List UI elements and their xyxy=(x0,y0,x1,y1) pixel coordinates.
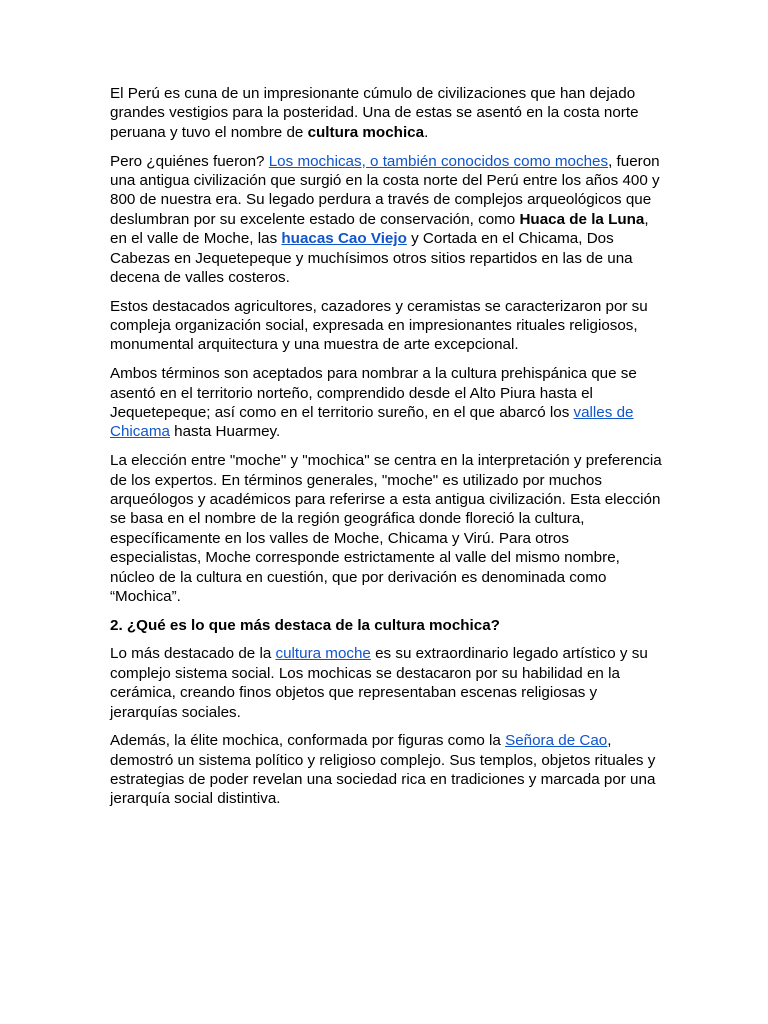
paragraph-text: y Cortada en el Chicama, Dos Cabezas en Jequetepeque y muchísimos otros sitios repartidos en las de una decena de valles costeros. xyxy=(110,230,633,286)
paragraph-text: Ambos términos son aceptados para nombrar a la cultura prehispánica que se asentó en el territorio norteño, comprendido desde el Alto Piura hasta el Jequetepeque; así como en el territorio sureño, en el que abarcó los xyxy=(110,365,637,421)
paragraph-text: , demostró un sistema político y religioso complejo. Sus templos, objetos rituales y estrategias de poder revelan una sociedad rica en tradiciones y marcada por una jerarquía social distintiva. xyxy=(110,732,656,808)
paragraph-highlight xyxy=(110,644,662,722)
link-mochicas[interactable]: Los mochicas, o también conocidos como moches xyxy=(268,152,609,170)
paragraph-text: . xyxy=(424,123,429,141)
paragraph-terms xyxy=(110,364,662,442)
link-valles-chicama[interactable]: valles de Chicama xyxy=(110,403,634,441)
paragraph-election: La elección entre "moche" y "mochica" se centra en la interpretación y preferencia de los expertos. En términos generales, "moche" es utilizado por muchos arqueólogos y académicos para referirse a esta antigua civilización. Esta elección se basa en el nombre de la región geográfica donde floreció la cultura, específicamente en los valles de Moche, Chicama y Virú. Para otros especialistas, Moche corresponde estrictamente al valle del mismo nombre, núcleo de la cultura en cuestión, que por derivación es denominada como “Mochica”. xyxy=(110,452,662,605)
link-cultura-moche[interactable]: cultura moche xyxy=(275,645,371,663)
paragraph-text: , fueron una antigua civilización que surgió en la costa norte del Perú entre los años 400 y 800 de nuestra era. Su legado perdura a través de complejos arqueológicos que deslumbran por su excelente estado de conservación, como xyxy=(110,152,660,228)
section-heading: 2. ¿Qué es lo que más destaca de la cultura mochica? xyxy=(110,616,500,634)
paragraph-intro xyxy=(110,84,662,142)
paragraph-text: Pero ¿quiénes fueron? xyxy=(110,152,269,170)
paragraph-text: El Perú es cuna de un impresionante cúmulo de civilizaciones que han dejado grandes vestigios para la posteridad. Una de estas se asentó en la costa norte peruana y tuvo el nombre de xyxy=(110,85,639,141)
paragraph-text: , en el valle de Moche, las xyxy=(110,210,649,248)
link-huacas-cao-viejo[interactable]: huacas Cao Viejo xyxy=(281,230,407,248)
paragraph-elite xyxy=(110,731,662,809)
paragraph-text: hasta Huarmey. xyxy=(169,423,281,441)
paragraph-text: Lo más destacado de la xyxy=(110,645,276,663)
link-senora-de-cao[interactable]: Señora de Cao xyxy=(505,732,608,750)
paragraph-agriculture: Estos destacados agricultores, cazadores y ceramistas se caracterizaron por su compleja organización social, expresada en impresionantes rituales religiosos, monumental arquitectura y una muestra de arte excepcional. xyxy=(110,297,648,354)
bold-text: Huaca de la Luna xyxy=(519,210,645,228)
paragraph-who xyxy=(110,152,662,288)
paragraph-text: Además, la élite mochica, conformada por figuras como la xyxy=(110,732,506,750)
bold-text: cultura mochica xyxy=(307,123,425,141)
document-body xyxy=(110,84,662,818)
paragraph-text: es su extraordinario legado artístico y su complejo sistema social. Los mochicas se destacaron por su habilidad en la cerámica, creando finos objetos que representaban escenas religiosas y jerarquías sociales. xyxy=(110,645,648,721)
